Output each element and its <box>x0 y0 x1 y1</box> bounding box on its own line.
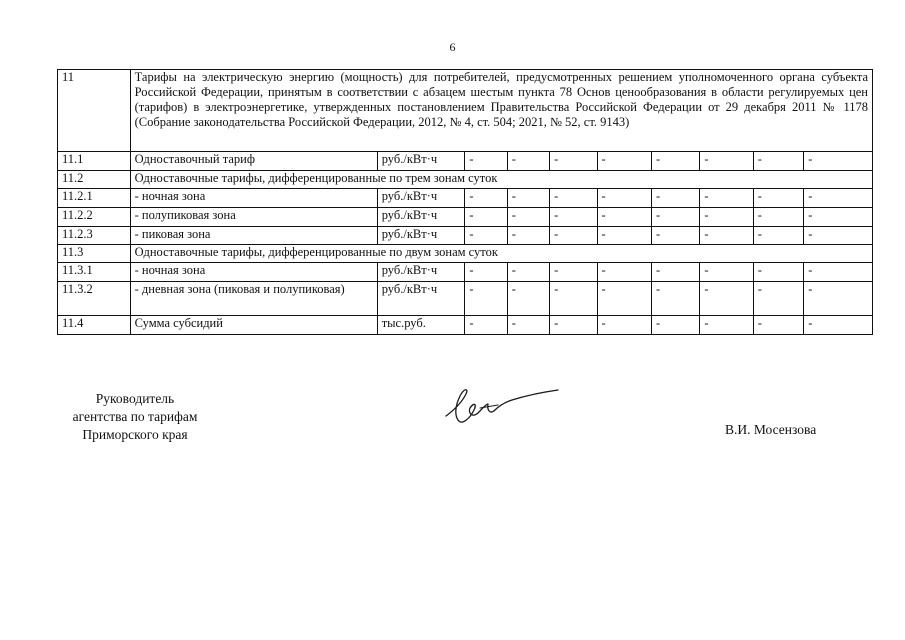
signatory-title-line: Руководитель <box>95 391 175 406</box>
value-cell: - <box>507 263 549 282</box>
value-cell: - <box>597 208 651 227</box>
value-cell: - <box>597 316 651 335</box>
value-cell: - <box>651 263 699 282</box>
table-row <box>58 316 873 335</box>
value-cell: - <box>700 152 753 171</box>
value-cell: - <box>507 227 549 245</box>
value-cell: - <box>804 152 873 171</box>
value-cell: - <box>651 282 699 316</box>
value-cell: - <box>507 208 549 227</box>
row-code: 11.3.1 <box>58 263 131 282</box>
value-cell: - <box>651 316 699 335</box>
tariff-table <box>57 69 873 335</box>
row-code: 11.4 <box>58 316 131 335</box>
value-cell: - <box>804 316 873 335</box>
handwritten-signature <box>440 380 570 435</box>
row-unit: руб./кВт·ч <box>377 282 465 316</box>
value-cell: - <box>804 282 873 316</box>
value-cell: - <box>597 263 651 282</box>
value-cell: - <box>753 263 803 282</box>
row-description: - ночная зона <box>130 263 377 282</box>
row-code: 11.2.2 <box>58 208 131 227</box>
row-code: 11.3 <box>58 245 131 263</box>
table-row <box>58 189 873 208</box>
value-cell: - <box>550 208 597 227</box>
row-code: 11 <box>58 70 131 152</box>
row-description: Тарифы на электрическую энергию (мощность) для потребителей, предусмотренных решением уполномоченного органа субъекта Российской Федерации, принятым в соответствии с абзацем шестым пункта 78 Основ ценообразования в области регулируемых цен (тарифов) в электроэнергетике, утвержденных постановлением Правительства Российской Федерации от 29 декабря 2011 № 1178 (Собрание законодательства Российской Федерации, 2012, № 4, ст. 504; 2021, № 52, ст. 9143) <box>130 70 872 152</box>
value-cell: - <box>804 189 873 208</box>
value-cell: - <box>753 227 803 245</box>
value-cell: - <box>651 227 699 245</box>
value-cell: - <box>700 282 753 316</box>
value-cell: - <box>804 208 873 227</box>
value-cell: - <box>753 189 803 208</box>
value-cell: - <box>507 189 549 208</box>
table-row <box>58 263 873 282</box>
value-cell: - <box>465 316 507 335</box>
value-cell: - <box>465 263 507 282</box>
value-cell: - <box>597 152 651 171</box>
row-code: 11.1 <box>58 152 131 171</box>
value-cell: - <box>700 263 753 282</box>
table-row <box>58 208 873 227</box>
value-cell: - <box>700 208 753 227</box>
row-description: - дневная зона (пиковая и полупиковая) <box>130 282 377 316</box>
value-cell: - <box>550 152 597 171</box>
row-code: 11.2.1 <box>58 189 131 208</box>
value-cell: - <box>465 152 507 171</box>
table-row <box>58 70 873 152</box>
value-cell: - <box>550 189 597 208</box>
signatory-title-line: Приморского края <box>82 427 188 442</box>
value-cell: - <box>465 208 507 227</box>
value-cell: - <box>550 263 597 282</box>
row-description: - ночная зона <box>130 189 377 208</box>
value-cell: - <box>753 208 803 227</box>
row-unit: руб./кВт·ч <box>377 208 465 227</box>
value-cell: - <box>753 152 803 171</box>
row-unit: руб./кВт·ч <box>377 152 465 171</box>
value-cell: - <box>465 189 507 208</box>
value-cell: - <box>465 227 507 245</box>
value-cell: - <box>597 189 651 208</box>
value-cell: - <box>651 152 699 171</box>
row-code: 11.2.3 <box>58 227 131 245</box>
row-description: Одноставочные тарифы, дифференцированные по двум зонам суток <box>130 245 872 263</box>
value-cell: - <box>700 227 753 245</box>
table-row <box>58 152 873 171</box>
row-description: - полупиковая зона <box>130 208 377 227</box>
row-description: - пиковая зона <box>130 227 377 245</box>
row-unit: руб./кВт·ч <box>377 263 465 282</box>
table-row <box>58 227 873 245</box>
value-cell: - <box>465 282 507 316</box>
value-cell: - <box>550 282 597 316</box>
value-cell: - <box>753 282 803 316</box>
value-cell: - <box>651 189 699 208</box>
signatory-title-line: агентства по тарифам <box>72 409 198 424</box>
row-unit: руб./кВт·ч <box>377 189 465 208</box>
row-description: Одноставочный тариф <box>130 152 377 171</box>
value-cell: - <box>804 263 873 282</box>
row-description: Сумма субсидий <box>130 316 377 335</box>
table-row <box>58 171 873 189</box>
value-cell: - <box>651 208 699 227</box>
signatory-name: В.И. Мосензова <box>725 422 817 437</box>
row-unit: тыс.руб. <box>377 316 465 335</box>
page-number: 6 <box>449 40 456 54</box>
table-row <box>58 282 873 316</box>
value-cell: - <box>700 316 753 335</box>
value-cell: - <box>507 282 549 316</box>
value-cell: - <box>700 189 753 208</box>
value-cell: - <box>507 316 549 335</box>
table-row <box>58 245 873 263</box>
value-cell: - <box>597 282 651 316</box>
row-description: Одноставочные тарифы, дифференцированные по трем зонам суток <box>130 171 872 189</box>
row-code: 11.2 <box>58 171 131 189</box>
value-cell: - <box>597 227 651 245</box>
row-code: 11.3.2 <box>58 282 131 316</box>
value-cell: - <box>507 152 549 171</box>
value-cell: - <box>804 227 873 245</box>
value-cell: - <box>550 227 597 245</box>
value-cell: - <box>550 316 597 335</box>
row-unit: руб./кВт·ч <box>377 227 465 245</box>
value-cell: - <box>753 316 803 335</box>
signatory-title <box>50 390 220 444</box>
